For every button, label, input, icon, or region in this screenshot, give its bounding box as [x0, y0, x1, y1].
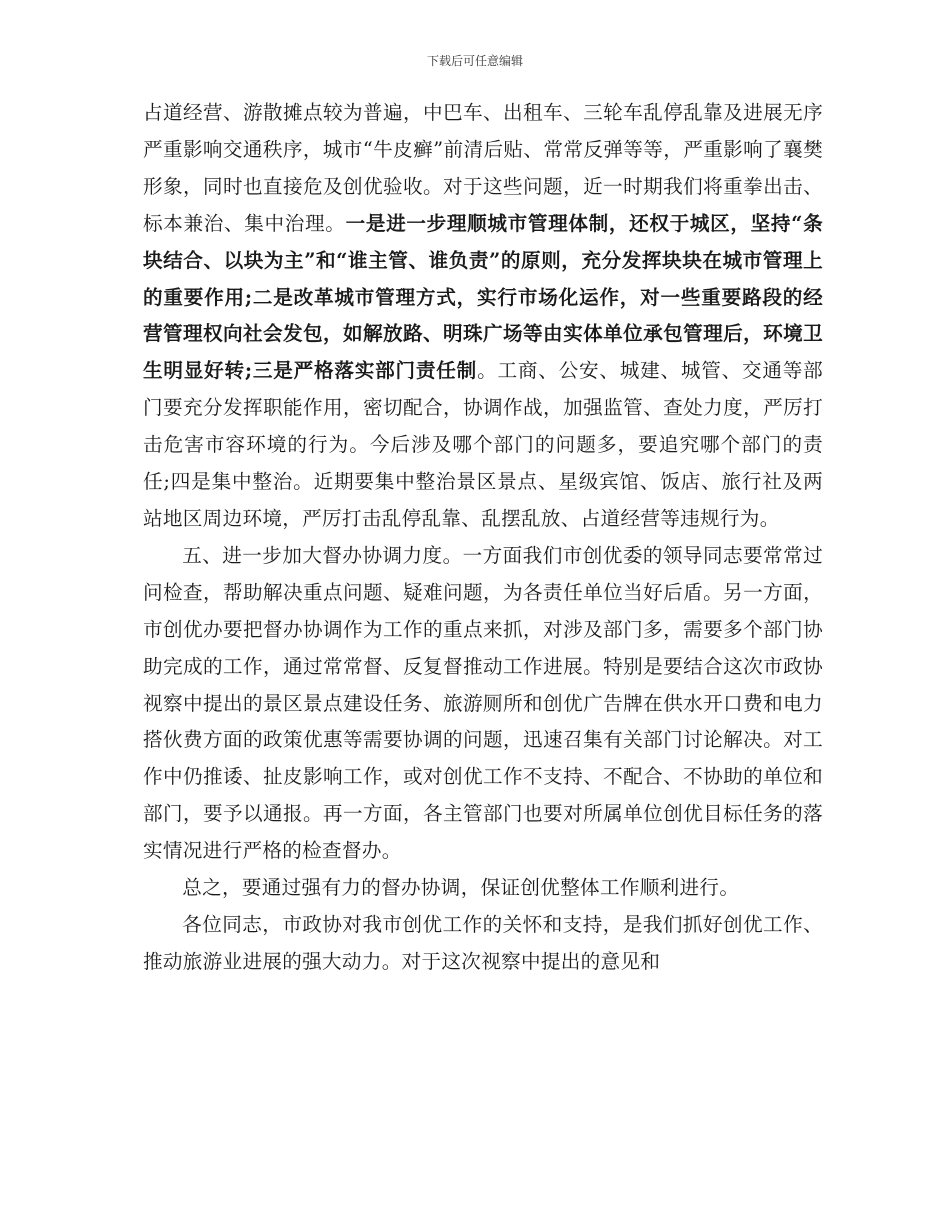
paragraph-text: 占道经营、游散摊点较为普遍，中巴车、出租车、三轮车乱停乱靠及进展无序严重影响交通秩序，城市“牛皮癣”前清后贴、常常反弹等等，严重影响了襄樊形象，同时也直接危及创优验收。对于这些问题，近一时期我们将重拳出击、标本兼治、集中治理。: [143, 101, 823, 235]
paragraph-summary: 总之，要通过强有力的督办协调，保证创优整体工作顺利进行。: [182, 876, 740, 900]
document-body: [143, 95, 823, 981]
bold-emphasis-text: 一是进一步理顺城市管理体制，还权于城区，坚持“条块结合、以块为主”和“谁主管、谁负责”的原则，充分发挥块块在城市管理上的重要作用;二是改革城市管理方式，实行市场化运作，对一些重要路段的经营管理权向社会发包，如解放路、明珠广场等由实体单位承包管理后，环境卫生明显好转;三是严格落实部门责任制: [143, 211, 823, 383]
page-header-note: 下载后可任意编辑: [426, 54, 523, 68]
paragraph-urban-management: [143, 95, 823, 538]
paragraph-supervision: 五、进一步加大督办协调力度。一方面我们市创优委的领导同志要常常过问检查，帮助解决重点问题、疑难问题，为各责任单位当好后盾。另一方面，市创优办要把督办协调作为工作的重点来抓，对涉及部门多，需要多个部门协助完成的工作，通过常常督、反复督推动工作进展。特别是要结合这次市政协视察中提出的景区景点建设任务、旅游厕所和创优广告牌在供水开口费和电力搭伙费方面的政策优惠等需要协调的问题，迅速召集有关部门讨论解决。对工作中仍推诿、扯皮影响工作，或对创优工作不支持、不配合、不协助的单位和部门，要予以通报。再一方面，各主管部门也要对所属单位创优目标任务的落实情况进行严格的检查督办。: [143, 543, 823, 863]
paragraph-text: 。工商、公安、城建、城管、交通等部门要充分发挥职能作用，密切配合，协调作战，加强监管、查处力度，严厉打击危害市容环境的行为。今后涉及哪个部门的问题多，要追究哪个部门的责任;四是集中整治。近期要集中整治景区景点、星级宾馆、饭店、旅行社及两站地区周边环境，严厉打击乱停乱靠、乱摆乱放、占道经营等违规行为。: [143, 359, 823, 530]
paragraph-closing: 各位同志，市政协对我市创优工作的关怀和支持，是我们抓好创优工作、推动旅游业进展的强大动力。对于这次视察中提出的意见和: [143, 912, 823, 973]
